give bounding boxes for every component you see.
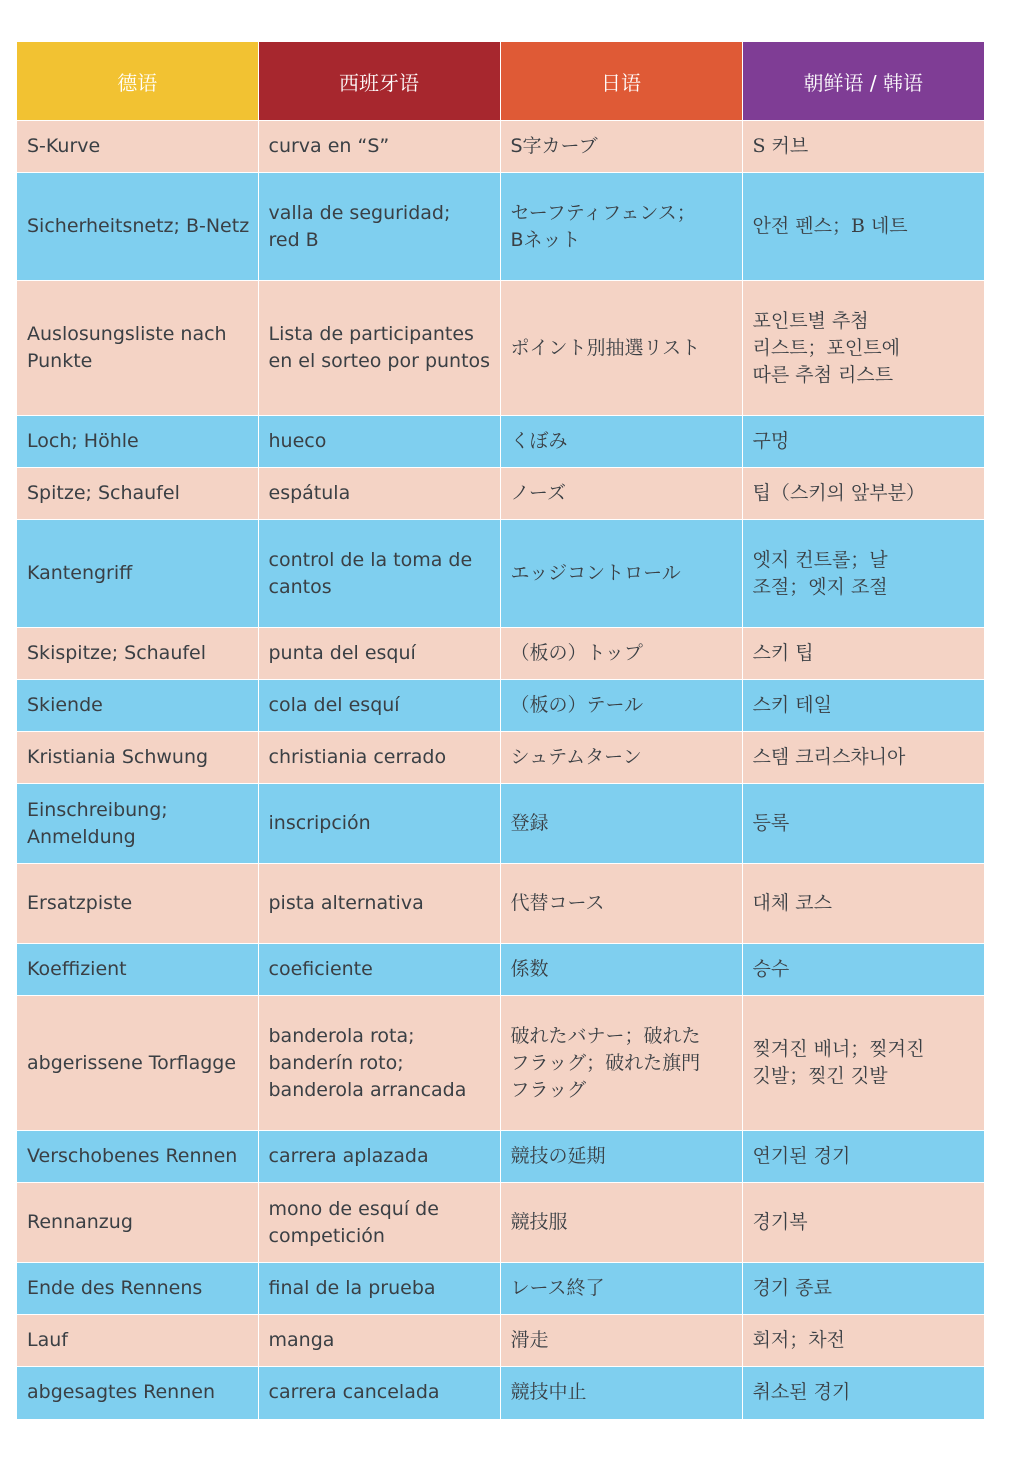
cell-text: 찢겨진 배너；찢겨진 깃발；찢긴 깃발 [752, 1038, 925, 1087]
cell-text: Skiende [27, 694, 103, 716]
cell-japanese [500, 281, 742, 416]
cell-text: Skispitze; Schaufel [27, 642, 207, 664]
cell-german [17, 1183, 258, 1263]
cell-korean [742, 628, 984, 680]
cell-korean [742, 864, 984, 944]
cell-text: 경기 종료 [752, 1277, 832, 1299]
cell-text: 競技服 [510, 1211, 568, 1233]
cell-german [17, 784, 258, 864]
cell-german [17, 1367, 258, 1419]
table-row [17, 1263, 984, 1315]
cell-text: 경기복 [752, 1211, 808, 1233]
cell-text: セーフティフェンス； Bネット [510, 201, 696, 251]
cell-text: シュテムターン [510, 746, 642, 768]
cell-spanish [258, 1131, 500, 1183]
cell-japanese [500, 864, 742, 944]
cell-spanish [258, 468, 500, 520]
cell-text: carrera cancelada [268, 1381, 440, 1404]
cell-text: valla de seguridad; red B [268, 201, 451, 251]
cell-text: inscripción [268, 812, 371, 834]
cell-text: エッジコントロール [510, 562, 681, 584]
cell-text: Einschreibung; Anmeldung [27, 798, 168, 848]
cell-text: 스템 크리스챠니아 [752, 746, 906, 768]
header-german: 德语 [17, 42, 258, 121]
cell-text: carrera aplazada [268, 1145, 429, 1167]
cell-text: control de la toma de cantos [268, 548, 473, 598]
cell-text: Lauf [27, 1329, 68, 1351]
cell-korean [742, 732, 984, 784]
cell-text: 구멍 [752, 430, 790, 452]
cell-spanish [258, 680, 500, 732]
cell-german [17, 173, 258, 281]
cell-text: mono de esquí de competición [268, 1197, 439, 1247]
cell-german [17, 416, 258, 468]
cell-text: abgesagtes Rennen [27, 1381, 215, 1404]
cell-text: くぼみ [510, 430, 568, 452]
cell-text: Ende des Rennens [27, 1277, 203, 1299]
cell-korean [742, 1263, 984, 1315]
cell-text: Sicherheitsnetz; B-Netz [27, 215, 250, 237]
cell-korean [742, 281, 984, 416]
cell-text: ポイント別抽選リスト [510, 336, 701, 359]
cell-text: 안전 펜스；B 네트 [752, 215, 908, 237]
cell-spanish [258, 520, 500, 628]
cell-german [17, 520, 258, 628]
cell-text: 대체 코스 [752, 892, 832, 914]
cell-text: Ersatzpiste [27, 892, 133, 914]
cell-spanish [258, 173, 500, 281]
cell-text: 연기된 경기 [752, 1145, 851, 1167]
cell-spanish [258, 1183, 500, 1263]
cell-japanese [500, 520, 742, 628]
cell-korean [742, 944, 984, 996]
cell-spanish [258, 784, 500, 864]
cell-text: 스키 팁 [752, 642, 814, 664]
cell-spanish [258, 864, 500, 944]
cell-text: christiania cerrado [268, 746, 447, 768]
cell-japanese [500, 996, 742, 1131]
cell-german [17, 628, 258, 680]
table-row [17, 416, 984, 468]
cell-text: 승수 [752, 958, 790, 980]
cell-text: curva en “S” [268, 135, 390, 157]
cell-german [17, 1263, 258, 1315]
cell-text: Koeffizient [27, 958, 127, 980]
cell-text: punta del esquí [268, 642, 416, 664]
cell-text: Kristiania Schwung [27, 746, 209, 768]
cell-text: 회저；차전 [752, 1329, 845, 1351]
cell-japanese [500, 732, 742, 784]
cell-japanese [500, 944, 742, 996]
table-row [17, 864, 984, 944]
table-row [17, 121, 984, 173]
cell-text: 등록 [752, 812, 790, 834]
cell-spanish [258, 628, 500, 680]
table-row [17, 680, 984, 732]
cell-spanish [258, 944, 500, 996]
cell-text: Auslosungsliste nach Punkte [27, 323, 227, 372]
cell-text: 破れたバナー；破れた フラッグ；破れた旗門 フラッグ [510, 1024, 701, 1101]
header-row [17, 42, 984, 121]
cell-german [17, 864, 258, 944]
cell-text: 포인트별 추첨 리스트；포인트에 따른 추첨 리스트 [752, 309, 900, 386]
cell-text: espátula [268, 482, 351, 504]
cell-korean [742, 996, 984, 1131]
cell-korean [742, 1131, 984, 1183]
cell-text: 競技中止 [510, 1381, 587, 1404]
cell-text: S-Kurve [27, 135, 101, 157]
cell-spanish [258, 121, 500, 173]
cell-japanese [500, 1315, 742, 1367]
table-row [17, 784, 984, 864]
cell-korean [742, 416, 984, 468]
cell-text: （板の）テール [510, 694, 644, 716]
cell-text: pista alternativa [268, 892, 424, 914]
cell-text: S字カーブ [510, 135, 598, 157]
cell-german [17, 1315, 258, 1367]
table-row [17, 1315, 984, 1367]
cell-text: final de la prueba [268, 1277, 436, 1299]
table-row [17, 996, 984, 1131]
cell-japanese [500, 416, 742, 468]
cell-text: Lista de participantes en el sorteo por puntos [268, 323, 491, 372]
cell-text: banderola rota; banderín roto; banderola arrancada [268, 1024, 467, 1101]
cell-text: 係数 [510, 958, 549, 980]
cell-korean [742, 468, 984, 520]
cell-text: 滑走 [510, 1329, 549, 1351]
cell-spanish [258, 1263, 500, 1315]
cell-text: Verschobenes Rennen [27, 1145, 238, 1167]
cell-korean [742, 121, 984, 173]
cell-text: coeficiente [268, 958, 373, 980]
cell-german [17, 121, 258, 173]
cell-japanese [500, 784, 742, 864]
cell-text: cola del esquí [268, 694, 400, 716]
cell-korean [742, 173, 984, 281]
table-row [17, 468, 984, 520]
cell-german [17, 732, 258, 784]
cell-text: 代替コース [510, 892, 605, 914]
cell-korean [742, 1315, 984, 1367]
header-spanish: 西班牙语 [258, 42, 500, 121]
cell-text: ノーズ [510, 482, 566, 504]
cell-text: （板の）トップ [510, 642, 643, 664]
cell-korean [742, 1183, 984, 1263]
table-row [17, 1131, 984, 1183]
table-row [17, 520, 984, 628]
header-korean: 朝鲜语 / 韩语 [742, 42, 984, 121]
cell-text: Spitze; Schaufel [27, 482, 180, 504]
cell-german [17, 996, 258, 1131]
cell-korean [742, 520, 984, 628]
cell-japanese [500, 1263, 742, 1315]
table-row [17, 628, 984, 680]
cell-japanese [500, 121, 742, 173]
cell-german [17, 1131, 258, 1183]
table-row [17, 944, 984, 996]
cell-german [17, 468, 258, 520]
cell-spanish [258, 1315, 500, 1367]
cell-japanese [500, 1131, 742, 1183]
cell-japanese [500, 628, 742, 680]
cell-text: Kantengriff [27, 562, 133, 584]
cell-japanese [500, 1183, 742, 1263]
cell-text: 競技の延期 [510, 1145, 606, 1167]
table-row [17, 732, 984, 784]
cell-text: 팁（스키의 앞부분） [752, 482, 926, 504]
cell-text: manga [268, 1329, 335, 1351]
cell-spanish [258, 416, 500, 468]
cell-text: Rennanzug [27, 1211, 133, 1233]
cell-text: レース終了 [510, 1277, 605, 1299]
cell-japanese [500, 1367, 742, 1419]
table-row [17, 281, 984, 416]
cell-korean [742, 784, 984, 864]
cell-spanish [258, 732, 500, 784]
cell-text: 登録 [510, 812, 549, 834]
cell-korean [742, 1367, 984, 1419]
table-row [17, 1367, 984, 1419]
cell-text: 취소된 경기 [752, 1381, 851, 1404]
table-row [17, 173, 984, 281]
cell-german [17, 944, 258, 996]
cell-text: 엣지 컨트롤；날 조절；엣지 조절 [752, 548, 888, 598]
cell-text: 스키 테일 [752, 694, 832, 716]
header-japanese: 日语 [500, 42, 742, 121]
cell-german [17, 281, 258, 416]
table-row [17, 1183, 984, 1263]
cell-text: hueco [268, 430, 327, 452]
cell-japanese [500, 680, 742, 732]
cell-text: Loch; Höhle [27, 430, 139, 452]
cell-spanish [258, 1367, 500, 1419]
cell-spanish [258, 996, 500, 1131]
cell-text: abgerissene Torflagge [27, 1051, 237, 1074]
cell-korean [742, 680, 984, 732]
cell-german [17, 680, 258, 732]
cell-japanese [500, 173, 742, 281]
cell-text: S 커브 [752, 135, 809, 157]
glossary-table [17, 42, 984, 1419]
cell-japanese [500, 468, 742, 520]
cell-spanish [258, 281, 500, 416]
